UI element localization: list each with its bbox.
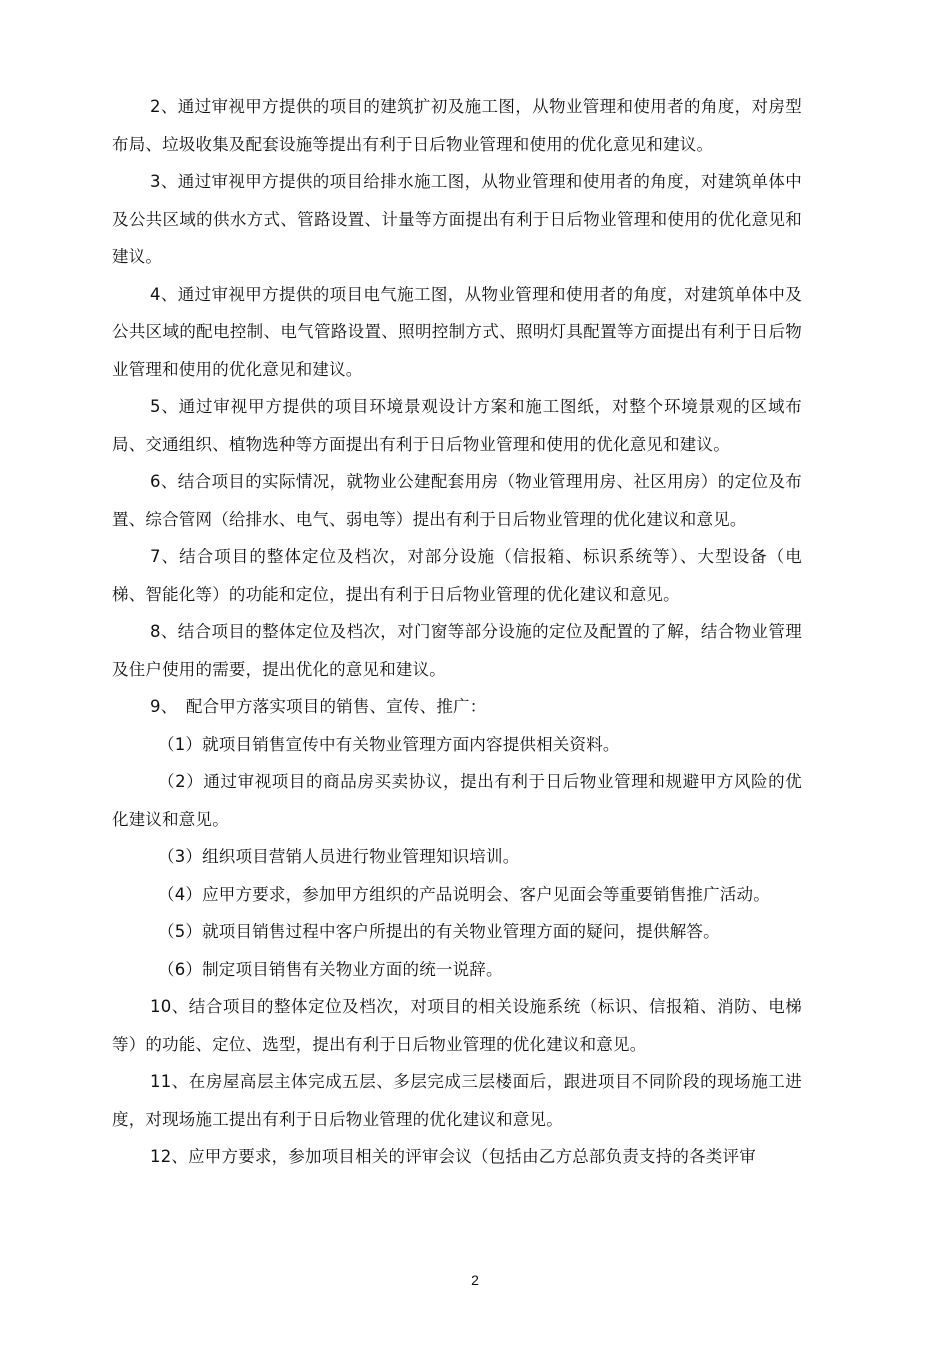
sub-item-5: （5）就项目销售过程中客户所提出的有关物业管理方面的疑问，提供解答。	[158, 922, 720, 941]
paragraph-item-4: 4、通过审视甲方提供的项目电气施工图，从物业管理和使用者的角度，对建筑单体中及公共区域的配电控制、电气管路设置、照明控制方式、照明灯具配置等方面提出有利于日后物业管理和使用的优化意见和建议。	[112, 284, 802, 379]
paragraph-item-3: 3、通过审视甲方提供的项目给排水施工图，从物业管理和使用者的角度，对建筑单体中及公共区域的供水方式、管路设置、计量等方面提出有利于日后物业管理和使用的优化意见和建议。	[112, 172, 802, 266]
paragraph-item-12: 12、应甲方要求，参加项目相关的评审会议（包括由乙方总部负责支持的各类评审	[150, 1147, 756, 1166]
sub-item-4: （4）应甲方要求，参加甲方组织的产品说明会、客户见面会等重要销售推广活动。	[158, 884, 770, 904]
page-number: 2	[471, 1272, 479, 1288]
paragraph-item-2: 2、通过审视甲方提供的项目的建筑扩初及施工图，从物业管理和使用者的角度，对房型布局、垃圾收集及配套设施等提出有利于日后物业管理和使用的优化意见和建议。	[112, 97, 802, 154]
paragraph-item-8: 8、结合项目的整体定位及档次，对门窗等部分设施的定位及配置的了解，结合物业管理及住户使用的需要，提出优化的意见和建议。	[112, 622, 802, 679]
sub-item-6: （6）制定项目销售有关物业方面的统一说辞。	[158, 959, 503, 979]
sub-item-2: （2）通过审视项目的商品房买卖协议，提出有利于日后物业管理和规避甲方风险的优化建议和意见。	[112, 772, 802, 829]
sub-item-1: （1）就项目销售宣传中有关物业管理方面内容提供相关资料。	[158, 734, 620, 754]
paragraph-item-9: 9、 配合甲方落实项目的销售、宣传、推广：	[150, 697, 487, 716]
document-body	[112, 88, 802, 1176]
sub-item-3: （3）组织项目营销人员进行物业管理知识培训。	[158, 847, 520, 866]
paragraph-item-10: 10、结合项目的整体定位及档次，对项目的相关设施系统（标识、信报箱、消防、电梯等）的功能、定位、选型，提出有利于日后物业管理的优化建议和意见。	[112, 997, 802, 1054]
paragraph-item-5: 5、通过审视甲方提供的项目环境景观设计方案和施工图纸，对整个环境景观的区域布局、交通组织、植物选种等方面提出有利于日后物业管理和使用的优化意见和建议。	[112, 397, 802, 454]
paragraph-item-7: 7、结合项目的整体定位及档次，对部分设施（信报箱、标识系统等）、大型设备（电梯、智能化等）的功能和定位，提出有利于日后物业管理的优化建议和意见。	[112, 547, 802, 604]
paragraph-item-6: 6、结合项目的实际情况，就物业公建配套用房（物业管理用房、社区用房）的定位及布置、综合管网（给排水、电气、弱电等）提出有利于日后物业管理的优化建议和意见。	[112, 472, 802, 529]
paragraph-item-11: 11、在房屋高层主体完成五层、多层完成三层楼面后，跟进项目不同阶段的现场施工进度，对现场施工提出有利于日后物业管理的优化建议和意见。	[112, 1072, 802, 1129]
